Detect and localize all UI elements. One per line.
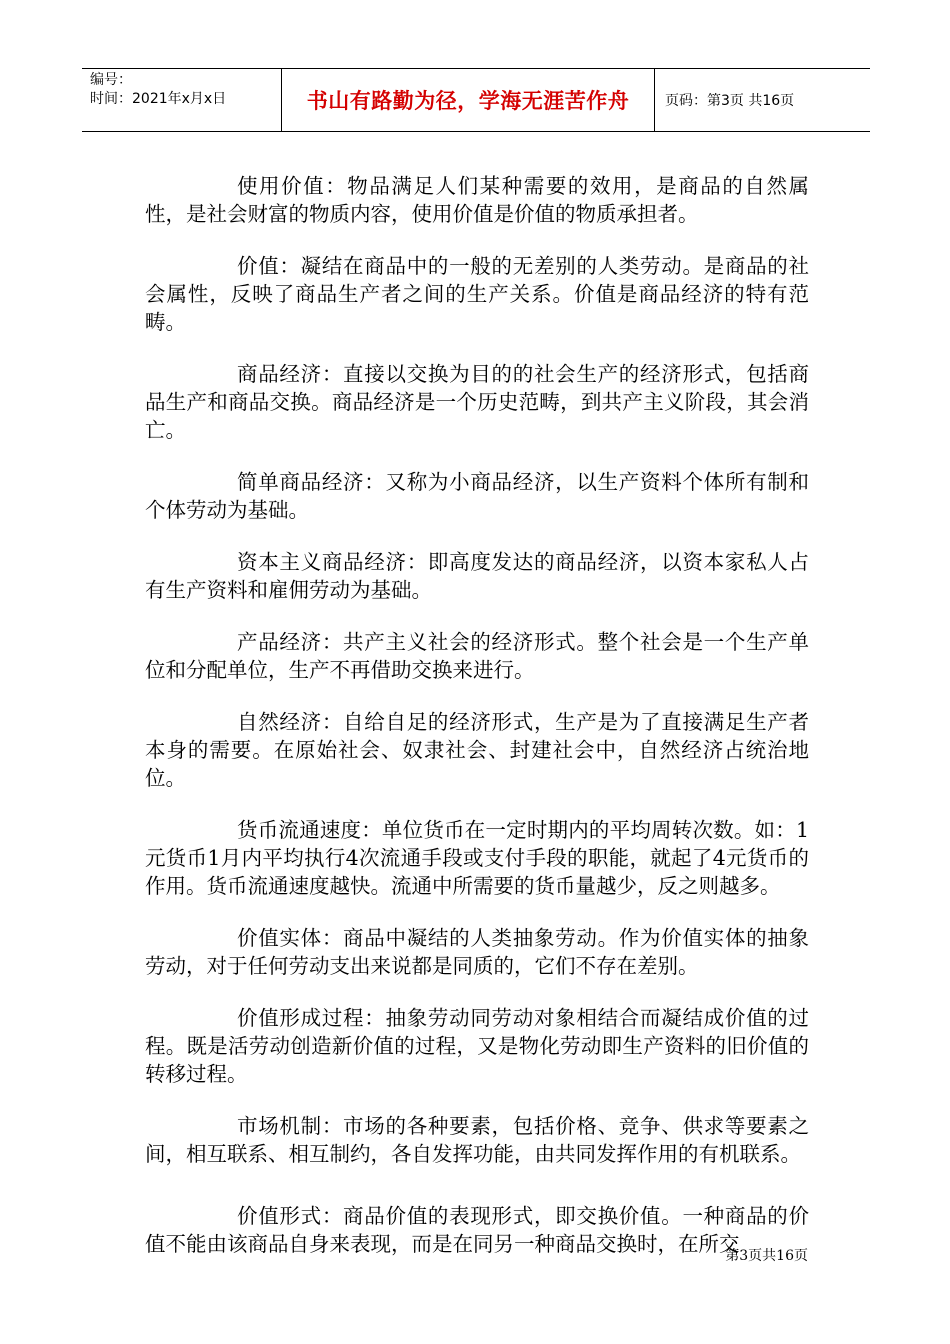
header-motto: 书山有路勤为径，学海无涯苦作舟 (282, 69, 655, 131)
paragraph-use-value: 使用价值：物品满足人们某种需要的效用，是商品的自然属性，是社会财富的物质内容，使用价值是价值的物质承担者。 (145, 174, 809, 226)
paragraph-value: 价值：凝结在商品中的一般的无差别的人类劳动。是商品的社会属性，反映了商品生产者之间的生产关系。价值是商品经济的特有范畴。 (145, 254, 809, 334)
paragraph-product-economy: 产品经济：共产主义社会的经济形式。整个社会是一个生产单位和分配单位，生产不再借助交换来进行。 (145, 630, 809, 682)
page-footer: 第3页共16页 (725, 1248, 808, 1264)
document-body (145, 172, 809, 1282)
paragraph-capitalist-commodity-economy: 资本主义商品经济：即高度发达的商品经济，以资本家私人占有生产资料和雇佣劳动为基础。 (145, 550, 809, 602)
page-header (82, 68, 870, 132)
number-label: 编号： (90, 72, 132, 88)
paragraph-currency-velocity: 货币流通速度：单位货币在一定时期内的平均周转次数。如：1元货币1月内平均执行4次流通手段或支付手段的职能，就起了4元货币的作用。货币流通速度越快。流通中所需要的货币量越少，反之则越多。 (145, 818, 809, 898)
time-label: 时间：2021年x月x日 (90, 91, 227, 107)
paragraph-value-formation: 价值形成过程：抽象劳动同劳动对象相结合而凝结成价值的过程。既是活劳动创造新价值的过程，又是物化劳动即生产资料的旧价值的转移过程。 (145, 1006, 809, 1086)
paragraph-natural-economy: 自然经济：自给自足的经济形式，生产是为了直接满足生产者本身的需要。在原始社会、奴隶社会、封建社会中，自然经济占统治地位。 (145, 710, 809, 790)
header-page-code: 页码：第3页 共16页 (665, 93, 795, 109)
paragraph-market-mechanism: 市场机制：市场的各种要素，包括价格、竞争、供求等要素之间，相互联系、相互制约，各自发挥功能，由共同发挥作用的有机联系。 (145, 1114, 809, 1166)
paragraph-simple-commodity-economy: 简单商品经济：又称为小商品经济，以生产资料个体所有制和个体劳动为基础。 (145, 470, 809, 522)
paragraph-commodity-economy: 商品经济：直接以交换为目的的社会生产的经济形式，包括商品生产和商品交换。商品经济是一个历史范畴，到共产主义阶段，其会消亡。 (145, 362, 809, 442)
header-meta (82, 69, 282, 131)
paragraph-value-substance: 价值实体：商品中凝结的人类抽象劳动。作为价值实体的抽象劳动，对于任何劳动支出来说都是同质的，它们不存在差别。 (145, 926, 809, 978)
paragraph-value-form: 价值形式：商品价值的表现形式，即交换价值。一种商品的价值不能由该商品自身来表现，而是在同另一种商品交换时，在所交 (145, 1204, 809, 1256)
